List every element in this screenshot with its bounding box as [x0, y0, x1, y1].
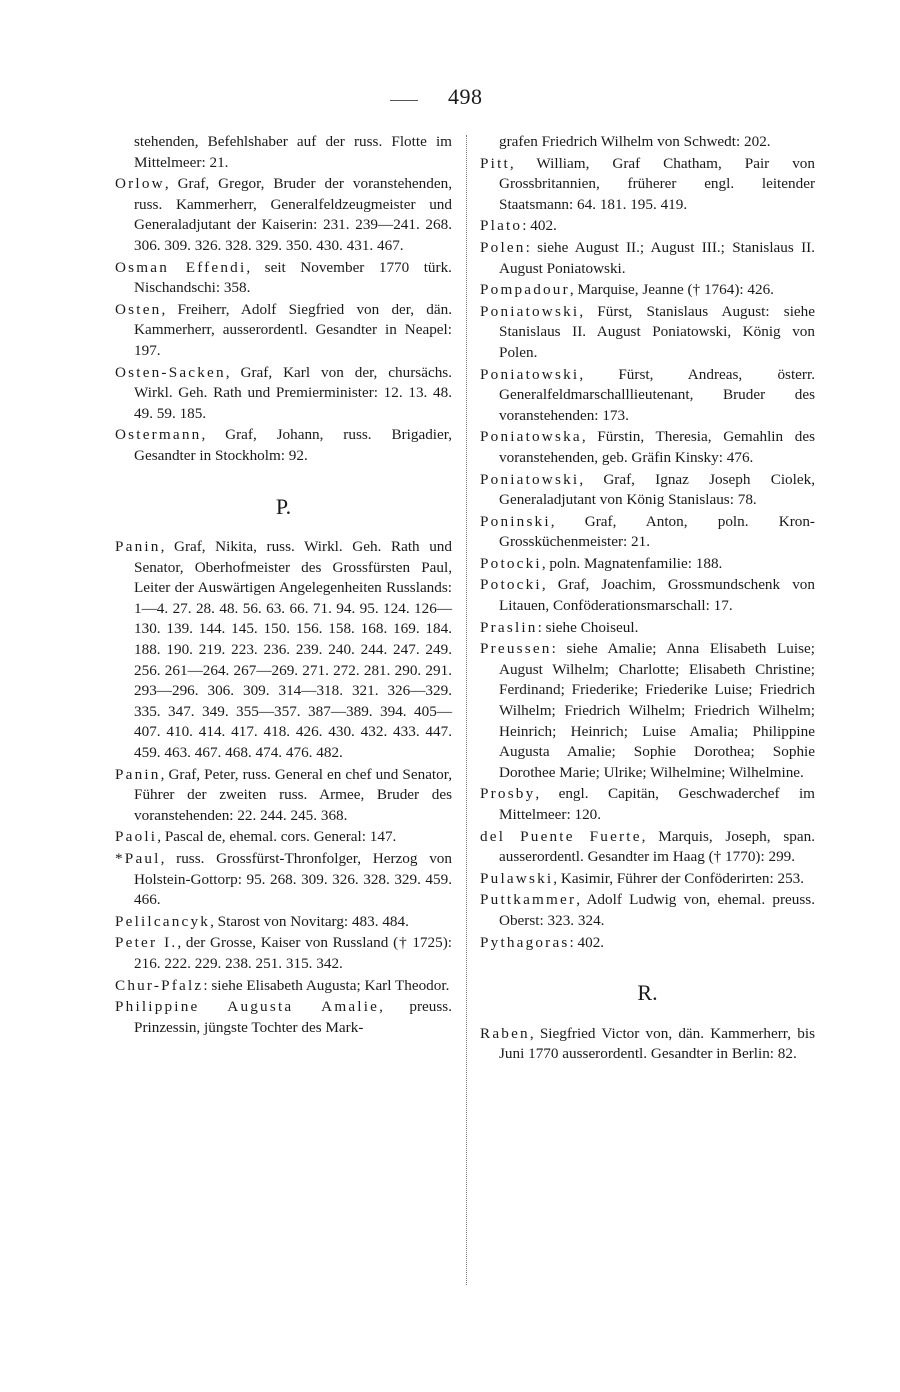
index-entry — [480, 427, 815, 468]
entry-text: , Starost von Novitarg: 483. 484. — [210, 912, 409, 930]
entry-keyword: Orlow — [115, 175, 165, 193]
index-entry — [480, 365, 815, 427]
index-entry — [115, 174, 452, 256]
entry-text: , Fürstin, Theresia, Gemahlin des voranstehenden, geb. Gräfin Kinsky: 476. — [499, 428, 815, 466]
header-dash — [390, 100, 418, 101]
entry-text: , Pascal de, ehemal. cors. General: 147. — [157, 828, 397, 846]
entry-text: , Marquis, Joseph, span. ausserordentl. Gesandter im Haag († 1770): 299. — [499, 827, 815, 866]
entry-text: , Fürst, Andreas, österr. Generalfeldmarschalllieutenant, Bruder des voranstehenden: 173. — [499, 365, 815, 424]
section-heading: R. — [637, 980, 658, 1006]
index-entry — [480, 618, 815, 639]
entry-text: : siehe Choiseul. — [537, 618, 639, 636]
index-entry — [115, 849, 452, 911]
entry-keyword: Osman Effendi — [115, 258, 247, 276]
entry-keyword: Osten — [115, 300, 162, 318]
index-entry — [115, 258, 452, 299]
entry-text: : siehe Amalie; Anna Elisabeth Luise; August Wilhelm; Charlotte; Elisabeth Christine; Ferdinand; Friederike; Friederike Luise; Friedrich Wilhelm; Friedrich Wilhelm; Friedrich Wilhelm; Heinrich; Heinrich; Luise Amalia; Philippine Augusta Amalie; Sophie Dorothea; Sophie Dorothee Marie; Ulrike; Wilhelmine; Wilhelmine. — [499, 640, 815, 781]
entry-keyword: Puttkammer — [480, 891, 577, 909]
entry-text: : siehe August II.; August III.; Stanislaus II. August Poniatowski. — [499, 238, 815, 277]
entry-text: , Kasimir, Führer der Conföderirten: 253. — [553, 869, 805, 887]
entry-keyword: Potocki — [480, 576, 542, 594]
entry-text: , seit November 1770 türk. Nischandschi: 358. — [134, 258, 452, 297]
index-entry — [480, 890, 815, 931]
entry-text: , Graf, Peter, russ. General en chef und Senator, Führer der zweiten russ. Armee, Bruder des voranstehenden: 22. 244. 245. 368. — [134, 765, 452, 824]
entry-text: , Graf, Johann, russ. Brigadier, Gesandter in Stockholm: 92. — [134, 426, 452, 464]
entry-text: , russ. Grossfürst-Thronfolger, Herzog von Holstein-Gottorp: 95. 268. 309. 326. 328. 329. 459. 466. — [134, 850, 452, 909]
entry-keyword: Pulawski — [480, 869, 554, 887]
entry-keyword: Potocki — [480, 554, 542, 572]
entry-text: , Fürst, Stanislaus August: siehe Stanislaus II. August Poniatowski, König von Polen. — [499, 302, 815, 361]
entry-text: : 402. — [569, 933, 605, 951]
entry-keyword: Prosby — [480, 785, 536, 803]
entry-keyword: Poniatowska — [480, 428, 582, 446]
entry-text: , Freiherr, Adolf Siegfried von der, dän. Kammerherr, ausserordentl. Gesandter in Neapel: 197. — [134, 300, 452, 359]
index-entry — [115, 976, 452, 997]
index-entry — [480, 933, 815, 954]
entry-text: , Graf, Joachim, Grossmundschenk von Litauen, Conföderationsmarschall: 17. — [499, 576, 815, 615]
index-entry — [115, 363, 452, 425]
index-entry — [115, 912, 452, 933]
entry-keyword: Pompadour — [480, 281, 570, 299]
index-entry — [115, 132, 452, 173]
entry-keyword: Paoli — [115, 828, 158, 846]
entry-text: , Graf, Nikita, russ. Wirkl. Geh. Rath und Senator, Oberhofmeister des Grossfürsten Paul, Leiter der Auswärtigen Angelegenheiten Russlands: 1—4. 27. 28. 48. 56. 63. 66. 71. 94. 95. 124. 126—130. 139. 144. 145. 150. 156. 158. 168. 169. 184. 188. 190. 219. 223. 236. 239. 240. 244. 247. 249. 256. 261—264. 267—269. 271. 272. 281. 290. 291. 293—296. 306. 309. 314—318. 321. 326—329. 335. 347. 349. 355—357. 387—389. 394. 405—407. 410. 414. 417. 418. 426. 430. 432. 433. 447. 459. 463. 467. 468. 474. 476. 482. — [134, 538, 452, 762]
entry-keyword: Philippine Augusta Amalie — [115, 998, 380, 1016]
entry-text: , Graf, Gregor, Bruder der voranstehenden, russ. Kammerherr, Generalfeldzeugmeister und Generaladjutant der Kaiserin: 231. 239—241. 268. 306. 309. 326. 328. 329. 350. 430. 431. 467. — [134, 175, 452, 254]
index-entry — [480, 302, 815, 364]
column-divider — [466, 135, 467, 1285]
entry-keyword: Raben — [480, 1024, 530, 1042]
entry-keyword: Pelilcancyk — [115, 912, 211, 930]
entry-keyword: Plato — [480, 217, 523, 235]
entry-keyword: Praslin — [480, 618, 538, 636]
entry-keyword: Poniatowski — [480, 302, 580, 320]
index-entry — [480, 470, 815, 511]
index-entry — [115, 765, 452, 827]
entry-text: , William, Graf Chatham, Pair von Grossbritannien, früherer engl. leitender Staatsmann: 64. 181. 195. 419. — [499, 154, 815, 213]
entry-keyword: Poninski — [480, 512, 551, 530]
entry-keyword: Pythagoras — [480, 933, 570, 951]
entry-keyword: Peter I. — [115, 934, 178, 952]
index-entry — [480, 238, 815, 279]
entry-text: , Graf, Anton, poln. Kron-Grossküchenmeister: 21. — [499, 512, 815, 551]
entry-keyword: del Puente Fuerte — [480, 827, 642, 845]
index-entry — [480, 575, 815, 616]
entry-text: , Graf, Karl von der, chursächs. Wirkl. Geh. Rath und Premierminister: 12. 13. 48. 49. 59. 185. — [134, 363, 452, 422]
index-entry — [480, 554, 815, 575]
index-entry — [480, 216, 815, 237]
left-column — [115, 132, 452, 1039]
index-entry — [115, 997, 452, 1038]
entry-text: , engl. Capitän, Geschwaderchef im Mittelmeer: 120. — [499, 785, 815, 823]
entry-text: , Graf, Ignaz Joseph Ciolek, Generaladjutant von König Stanislaus: 78. — [499, 470, 815, 509]
entry-text: stehenden, Befehlshaber auf der russ. Flotte im Mittelmeer: 21. — [134, 133, 452, 171]
index-entry — [480, 639, 815, 783]
index-entry — [480, 784, 815, 825]
entry-text: , Adolf Ludwig von, ehemal. preuss. Oberst: 323. 324. — [499, 891, 815, 929]
entry-text: , Siegfried Victor von, dän. Kammerherr, bis Juni 1770 ausserordentl. Gesandter in Berlin: 82. — [499, 1024, 815, 1063]
entry-keyword: Chur-Pfalz — [115, 976, 204, 994]
entry-keyword: Osten-Sacken — [115, 363, 226, 381]
section-heading: P. — [275, 493, 292, 519]
entry-keyword: Preussen — [480, 640, 552, 658]
index-entry — [115, 425, 452, 466]
right-column — [480, 132, 815, 1066]
index-entry — [115, 827, 452, 848]
entry-text: , preuss. Prinzessin, jüngste Tochter des Mark- — [134, 998, 452, 1036]
index-entry — [480, 1024, 815, 1065]
index-entry — [480, 132, 815, 153]
entry-text: , Marquise, Jeanne († 1764): 426. — [569, 281, 774, 299]
entry-keyword: Ostermann — [115, 426, 202, 444]
entry-keyword: Panin — [115, 538, 161, 556]
entry-text: : siehe Elisabeth Augusta; Karl Theodor. — [203, 976, 450, 994]
entry-text: , der Grosse, Kaiser von Russland († 1725): 216. 222. 229. 238. 251. 315. 342. — [134, 934, 452, 972]
index-entry — [480, 512, 815, 553]
entry-text: : 402. — [522, 217, 557, 235]
entry-keyword: Poniatowski — [480, 365, 580, 383]
page-header — [0, 84, 900, 114]
entry-keyword: *Paul — [115, 850, 161, 867]
entry-keyword: Panin — [115, 765, 161, 783]
index-entry — [115, 300, 452, 362]
entry-keyword: Pitt — [480, 154, 510, 172]
entry-text: , poln. Magnatenfamilie: 188. — [541, 554, 723, 572]
entry-keyword: Polen — [480, 238, 526, 256]
index-entry — [480, 154, 815, 216]
entry-text: grafen Friedrich Wilhelm von Schwedt: 202. — [499, 133, 771, 150]
page-number: 498 — [448, 84, 483, 109]
index-entry — [115, 933, 452, 974]
index-entry — [480, 280, 815, 301]
index-entry — [115, 537, 452, 764]
entry-keyword: Poniatowski — [480, 470, 580, 488]
index-entry — [480, 869, 815, 890]
index-entry — [480, 827, 815, 868]
